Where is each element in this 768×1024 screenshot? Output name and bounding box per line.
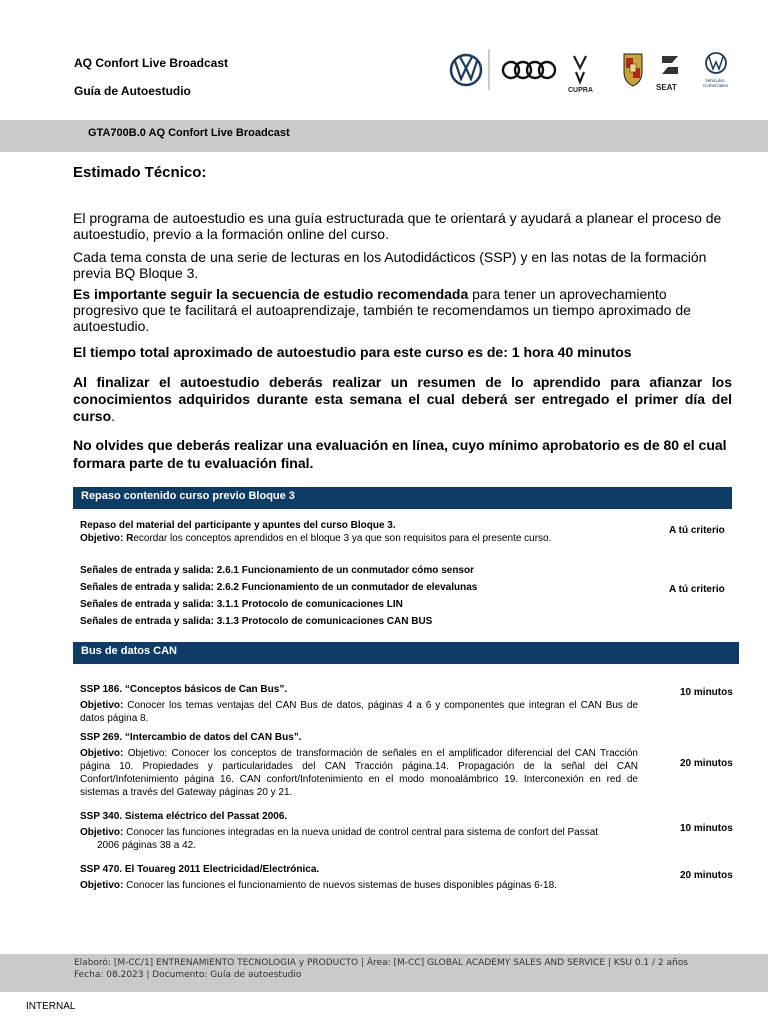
volkswagen-logo-icon: [451, 55, 481, 85]
objective-label: Objetivo:: [80, 880, 124, 891]
list-item: Señales de entrada y salida: 2.6.1 Funcionamiento de un conmutador cómo sensor: [80, 565, 474, 576]
evaluation-note: No olvides que deberás realizar una evaluación en línea, cuyo mínimo aprobatorio es de 80 el cual formara parte de tu evaluación final.: [73, 437, 727, 471]
section-header-bloque3: [73, 487, 732, 509]
ssp-time: 10 minutos: [680, 823, 733, 834]
course-bar: [0, 120, 768, 152]
document-title: AQ Confort Live Broadcast: [74, 56, 229, 70]
audi-logo-icon: [503, 62, 555, 78]
classification-label: INTERNAL: [26, 1001, 76, 1012]
ssp-title: SSP 340. Sistema eléctrico del Passat 2006.: [80, 811, 288, 822]
objective-text: Conocer las funciones el funcionamiento de nuevos sistemas de buses disponibles páginas 6-18.: [123, 880, 557, 891]
ssp-time: 20 minutos: [680, 758, 733, 769]
review-item-title: Repaso del material del participante y apuntes del curso Bloque 3.: [80, 520, 396, 531]
review-item-time: A tú criterio: [669, 525, 725, 536]
intro-paragraph-2: Cada tema consta de una serie de lecturas en los Autodidácticos (SSP) y en las notas de la formación previa BQ Bloque 3.: [73, 249, 707, 281]
objective-label: Objetivo:: [80, 748, 124, 759]
porsche-crest-icon: [624, 54, 642, 86]
ssp-item: [80, 810, 640, 852]
intro-paragraph-1: El programa de autoestudio es una guía estructurada que te orientará y ayudará a planear el proceso de autoestudio, previo a la formación online del curso.: [73, 210, 722, 242]
objective-text: Conocer las funciones integradas en la nueva unidad de control central para sistema de confort del Passat: [123, 827, 599, 838]
objective-text: ecordar los conceptos aprendidos en el bloque 3 ya que son requisitos para el presente curso.: [133, 533, 552, 544]
course-code: GTA700B.0 AQ Confort Live Broadcast: [88, 127, 290, 139]
total-time-note: El tiempo total aproximado de autoestudio para este curso es de: 1 hora 40 minutos: [73, 344, 632, 360]
summary-text: Al finalizar el autoestudio deberás realizar un resumen de lo aprendido para afianzar los conocimientos adquiridos durante esta semana el cual deberá ser entregado el primer día del curso: [73, 374, 732, 424]
signals-time: A tú criterio: [669, 584, 725, 595]
section-header-can: [73, 642, 739, 664]
cupra-logo-icon: [568, 56, 593, 94]
ssp-item: [80, 863, 640, 892]
objective-label: Objetivo: R: [80, 533, 134, 544]
footer-line-1: Elaboró: [M-CC/1] ENTRENAMIENTO TECNOLOGIA y PRODUCTO | Área: [M-CC] GLOBAL ACADEMY SALES AND SERVICE | KSU 0.1 / 2 años: [74, 958, 688, 968]
objective-text-continued: 2006 páginas 38 a 42.: [97, 840, 196, 851]
greeting: Estimado Técnico:: [73, 164, 207, 181]
intro-paragraph-3: [73, 286, 732, 334]
objective-text: Conocer los temas ventajas del CAN Bus de datos, páginas 4 a 6 y componentes que integran el CAN Bus de datos página 8.: [80, 700, 638, 724]
document-subtitle: Guía de Autoestudio: [74, 84, 191, 98]
ssp-title: SSP 186. “Conceptos básicos de Can Bus”.: [80, 684, 288, 695]
ssp-item: [80, 731, 638, 799]
section-title: Repaso contenido curso previo Bloque 3: [81, 490, 295, 502]
intro-emphasis: Es importante seguir la secuencia de estudio recomendada: [73, 286, 469, 302]
ssp-time: 10 minutos: [680, 687, 733, 698]
ssp-item: [80, 683, 638, 725]
objective-label: Objetivo:: [80, 827, 124, 838]
svg-text:Comerciales: Comerciales: [703, 83, 729, 88]
objective-text: Objetivo: Conocer los conceptos de transformación de señales en el amplificador diferencial del CAN Tracción página 10. Propiedades y particularidades del CAN Tracción página.14. Propagación de la señal del CAN Confort/Infotenimiento página 16. CAN confort/Infotenimiento en el modo monoalámbrico 19. Interconexión en red de sistemas a través del Gateway páginas 20 y 21.: [80, 748, 638, 798]
list-item: Señales de entrada y salida: 3.1.3 Protocolo de comunicaciones CAN BUS: [80, 616, 433, 627]
seat-logo-icon: [656, 56, 678, 92]
intro-paragraph-3-rest: para tener un aprovechamiento progresivo que te facilitará el autoaprendizaje, también te recomendamos un tiempo aproximado de autoestudio.: [73, 286, 691, 334]
summary-note: [73, 374, 732, 425]
ssp-title: SSP 470. El Touareg 2011 Electricidad/Electrónica.: [80, 864, 320, 875]
ssp-time: 20 minutos: [680, 870, 733, 881]
section-title: Bus de datos CAN: [81, 645, 177, 657]
svg-text:CUPRA: CUPRA: [568, 87, 593, 94]
vw-commercial-logo-icon: [703, 53, 729, 88]
brand-logos: [448, 46, 738, 94]
list-item: Señales de entrada y salida: 3.1.1 Protocolo de comunicaciones LIN: [80, 599, 403, 610]
list-item: Señales de entrada y salida: 2.6.2 Funcionamiento de un conmutador de elevalunas: [80, 582, 478, 593]
signals-list: [80, 562, 660, 630]
svg-text:Vehículos: Vehículos: [705, 78, 725, 83]
objective-label: Objetivo:: [80, 700, 124, 711]
svg-text:SEAT: SEAT: [656, 83, 677, 92]
summary-period: .: [111, 408, 116, 424]
ssp-title: SSP 269. “Intercambio de datos del CAN Bus”.: [80, 732, 302, 743]
review-item: [80, 519, 660, 545]
footer-line-2: Fecha: 08.2023 | Documento: Guía de autoestudio: [74, 970, 302, 980]
footer: [0, 954, 768, 992]
